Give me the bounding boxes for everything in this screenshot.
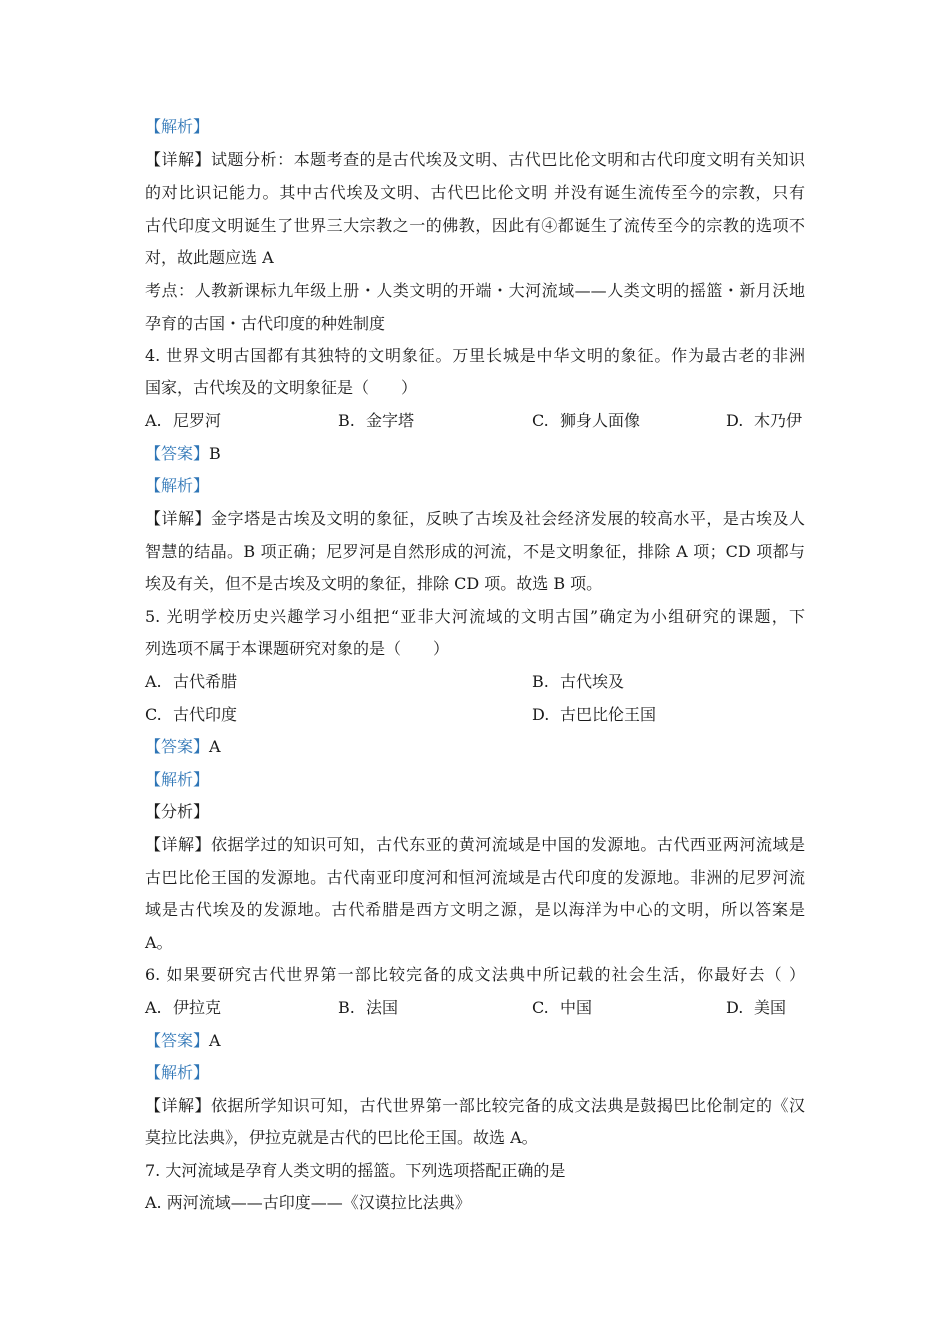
q5-stem-line-1: 5. 光明学校历史兴趣学习小组把“亚非大河流域的文明古国”确定为小组研究的课题，下 (145, 607, 805, 626)
q4-analysis-label: 【解析】 (145, 476, 210, 495)
q6-option-d-text: 美国 (754, 998, 787, 1017)
q5-option-b-letter: B. (532, 672, 549, 691)
q4-option-b (338, 410, 414, 432)
q5-detail-line-1: 【详解】依据学过的知识可知，古代东亚的黄河流域是中国的发源地。古代西亚两河流域是 (145, 835, 805, 854)
q3-kaodian-line-2: 孕育的古国・古代印度的种姓制度 (145, 314, 386, 333)
q4-answer-value: B (209, 444, 221, 463)
q3-detail-line-1: 【详解】试题分析：本题考查的是古代埃及文明、古代巴比伦文明和古代印度文明有关知识 (145, 150, 805, 169)
q4-option-a-letter: A. (145, 411, 162, 430)
q4-option-c-letter: C. (532, 411, 549, 430)
q5-answer-value: A (209, 737, 221, 756)
q4-detail-line-1: 【详解】金字塔是古埃及文明的象征，反映了古埃及社会经济发展的较高水平，是古埃及人 (145, 509, 805, 528)
q6-option-a-letter: A. (145, 998, 162, 1017)
q4-answer (145, 443, 221, 465)
q6-option-a-text: 伊拉克 (173, 998, 222, 1017)
q5-option-d-letter: D. (532, 705, 550, 724)
q4-option-a-text: 尼罗河 (173, 411, 222, 430)
q6-detail-line-2: 莫拉比法典》，伊拉克就是古代的巴比伦王国。故选 A。 (145, 1128, 538, 1147)
q4-option-c (532, 410, 640, 432)
q6-answer (145, 1030, 221, 1052)
q3-detail-line-2: 的对比识记能力。其中古代埃及文明、古代巴比伦文明 并没有诞生流传至今的宗教，只有 (145, 183, 805, 202)
q6-answer-label: 【答案】 (145, 1031, 210, 1050)
q4-stem-line-2: 国家，古代埃及的文明象征是（ ） (145, 378, 418, 397)
q5-detail-line-3: 域是古代埃及的发源地。古代希腊是西方文明之源，是以海洋为中心的文明，所以答案是 (145, 900, 805, 919)
q5-option-b-text: 古代埃及 (560, 672, 625, 691)
q4-detail-line-3: 埃及有关，但不是古埃及文明的象征，排除 CD 项。故选 B 项。 (145, 574, 603, 593)
q5-detail-line-2: 古巴比伦王国的发源地。古代南亚印度河和恒河流域是古代印度的发源地。非洲的尼罗河流 (145, 868, 805, 887)
q5-stem-line-2: 列选项不属于本课题研究对象的是（ ） (145, 639, 450, 658)
q6-option-b-letter: B. (338, 998, 355, 1017)
q6-option-b-text: 法国 (366, 998, 399, 1017)
q6-option-a (145, 997, 221, 1019)
q4-detail-line-2: 智慧的结晶。B 项正确；尼罗河是自然形成的河流，不是文明象征，排除 A 项；CD 项都与 (145, 542, 805, 561)
q5-analysis-label: 【解析】 (145, 770, 210, 789)
q4-answer-label: 【答案】 (145, 444, 210, 463)
q5-answer (145, 736, 221, 758)
q6-detail-line-1: 【详解】依据所学知识可知，古代世界第一部比较完备的成文法典是鼓揭巴比伦制定的《汉 (145, 1096, 805, 1115)
q5-option-a-text: 古代希腊 (173, 672, 238, 691)
q6-option-c-letter: C. (532, 998, 549, 1017)
q5-option-c-letter: C. (145, 705, 162, 724)
q6-stem: 6. 如果要研究古代世界第一部比较完备的成文法典中所记载的社会生活，你最好去（ ） (145, 965, 805, 984)
q4-stem-line-1: 4. 世界文明古国都有其独特的文明象征。万里长城是中华文明的象征。作为最古老的非洲 (145, 346, 805, 365)
q5-option-a (145, 671, 237, 693)
q5-option-d-text: 古巴比伦王国 (560, 705, 657, 724)
q6-option-d-letter: D. (726, 998, 744, 1017)
q6-option-c-text: 中国 (560, 998, 593, 1017)
q7-option-a: A. 两河流域——古印度——《汉谟拉比法典》 (145, 1193, 471, 1212)
q7-stem: 7. 大河流域是孕育人类文明的摇篮。下列选项搭配正确的是 (145, 1161, 566, 1180)
q4-option-d-text: 木乃伊 (754, 411, 803, 430)
q6-option-c (532, 997, 592, 1019)
q3-kaodian-line-1: 考点：人教新课标九年级上册・人类文明的开端・大河流域——人类文明的摇篮・新月沃地 (145, 281, 805, 300)
q5-option-b (532, 671, 624, 693)
q5-fenxi-label: 【分析】 (145, 802, 210, 821)
q4-option-c-text: 狮身人面像 (560, 411, 641, 430)
q5-option-a-letter: A. (145, 672, 162, 691)
q5-option-c-text: 古代印度 (173, 705, 238, 724)
q4-option-a (145, 410, 221, 432)
q6-analysis-label: 【解析】 (145, 1063, 210, 1082)
q6-answer-value: A (209, 1031, 221, 1050)
q6-option-d (726, 997, 786, 1019)
q5-option-d (532, 704, 656, 726)
q5-detail-line-4: A。 (145, 933, 173, 952)
q4-option-d (726, 410, 802, 432)
q5-option-c (145, 704, 237, 726)
q4-option-d-letter: D. (726, 411, 744, 430)
q4-option-b-letter: B. (338, 411, 355, 430)
q3-detail-line-3: 古代印度文明诞生了世界三大宗教之一的佛教，因此有④都诞生了流传至今的宗教的选项不 (145, 216, 805, 235)
q4-option-b-text: 金字塔 (366, 411, 415, 430)
q3-analysis-label: 【解析】 (145, 117, 210, 136)
q3-detail-line-4: 对，故此题应选 A (145, 248, 274, 267)
q6-option-b (338, 997, 398, 1019)
q5-answer-label: 【答案】 (145, 737, 210, 756)
